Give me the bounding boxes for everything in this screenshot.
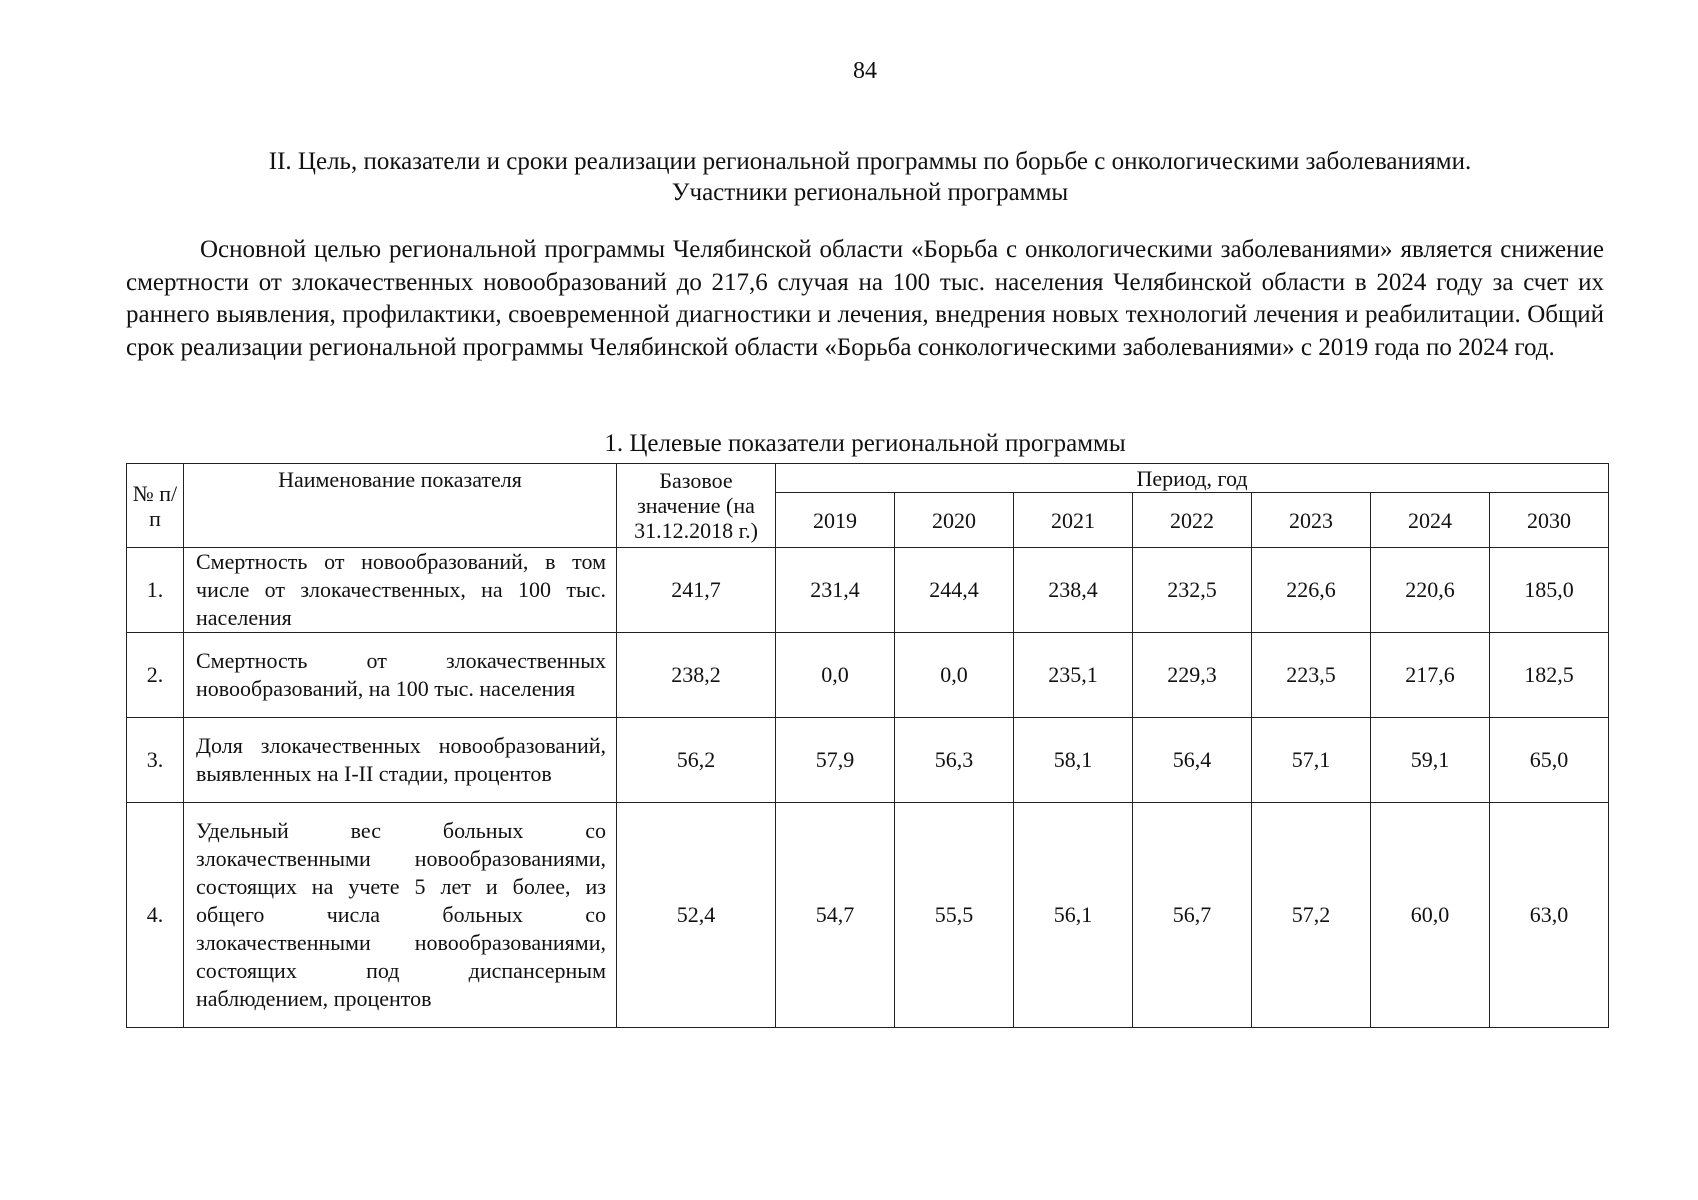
header-year: 2020 [895, 493, 1014, 548]
row-value: 55,5 [895, 803, 1014, 1028]
row-value: 232,5 [1133, 548, 1252, 633]
table-row [127, 633, 1609, 718]
row-value: 231,4 [776, 548, 895, 633]
goal-paragraph: Основной целью региональной программы Челябинской области «Борьба с онкологическими заболеваниями» является снижение смертности от злокачественных новообразований до 217,6 случая на 100 тыс. населения Челябинской области в 2024 году за счет их раннего выявления, профилактики, своевременной диагностики и лечения, внедрения новых технологий лечения и реабилитации. Общий срок реализации региональной программы Челябинской области «Борьба сонкологическими заболеваниями» с 2019 года по 2024 год. [126, 236, 1604, 361]
row-base: 241,7 [617, 548, 776, 633]
header-name: Наименование показателя [184, 464, 617, 548]
row-value: 0,0 [895, 633, 1014, 718]
row-base: 238,2 [617, 633, 776, 718]
header-year: 2030 [1490, 493, 1609, 548]
row-value: 57,2 [1252, 803, 1371, 1028]
row-value: 235,1 [1014, 633, 1133, 718]
header-num: № п/п [127, 464, 184, 548]
row-value: 57,9 [776, 718, 895, 803]
row-value: 0,0 [776, 633, 895, 718]
row-value: 244,4 [895, 548, 1014, 633]
row-value: 56,3 [895, 718, 1014, 803]
header-year: 2024 [1371, 493, 1490, 548]
row-num: 3. [127, 718, 184, 803]
row-num: 4. [127, 803, 184, 1028]
header-year: 2019 [776, 493, 895, 548]
header-base: Базовое значение (на 31.12.2018 г.) [617, 464, 776, 548]
row-value: 56,4 [1133, 718, 1252, 803]
row-name: Смертность от злокачественных новообразований, на 100 тыс. населения [184, 633, 617, 718]
row-name: Удельный вес больных со злокачественными новообразованиями, состоящих на учете 5 лет и более, из общего числа больных со злокачественными новообразованиями, состоящих под диспансерным наблюдением, процентов [184, 803, 617, 1028]
row-base: 56,2 [617, 718, 776, 803]
header-row-1 [127, 464, 1609, 493]
header-year: 2021 [1014, 493, 1133, 548]
header-year: 2022 [1133, 493, 1252, 548]
row-num: 1. [127, 548, 184, 633]
row-name: Доля злокачественных новообразований, выявленных на I-II стадии, процентов [184, 718, 617, 803]
row-value: 54,7 [776, 803, 895, 1028]
row-value: 223,5 [1252, 633, 1371, 718]
header-period: Период, год [776, 464, 1609, 493]
row-value: 58,1 [1014, 718, 1133, 803]
row-name: Смертность от новообразований, в том числе от злокачественных, на 100 тыс. населения [184, 548, 617, 633]
row-value: 182,5 [1490, 633, 1609, 718]
row-value: 226,6 [1252, 548, 1371, 633]
section-title-line-1: II. Цель, показатели и сроки реализации региональной программы по борьбе с онкологическими заболеваниями. [268, 148, 1472, 175]
section-title-line-2: Участники региональной программы [671, 179, 1069, 206]
row-value: 185,0 [1490, 548, 1609, 633]
row-num: 2. [127, 633, 184, 718]
table-row [127, 803, 1609, 1028]
row-value: 65,0 [1490, 718, 1609, 803]
row-value: 63,0 [1490, 803, 1609, 1028]
target-indicators-table [126, 463, 1609, 1028]
table-row [127, 548, 1609, 633]
row-value: 217,6 [1371, 633, 1490, 718]
table-row [127, 718, 1609, 803]
row-value: 220,6 [1371, 548, 1490, 633]
row-base: 52,4 [617, 803, 776, 1028]
page-number: 84 [853, 58, 877, 84]
row-value: 229,3 [1133, 633, 1252, 718]
row-value: 59,1 [1371, 718, 1490, 803]
section-title [120, 146, 1620, 208]
row-value: 60,0 [1371, 803, 1490, 1028]
table-caption: 1. Целевые показатели региональной программы [604, 430, 1126, 457]
header-year: 2023 [1252, 493, 1371, 548]
row-value: 238,4 [1014, 548, 1133, 633]
row-value: 56,7 [1133, 803, 1252, 1028]
row-value: 56,1 [1014, 803, 1133, 1028]
row-value: 57,1 [1252, 718, 1371, 803]
